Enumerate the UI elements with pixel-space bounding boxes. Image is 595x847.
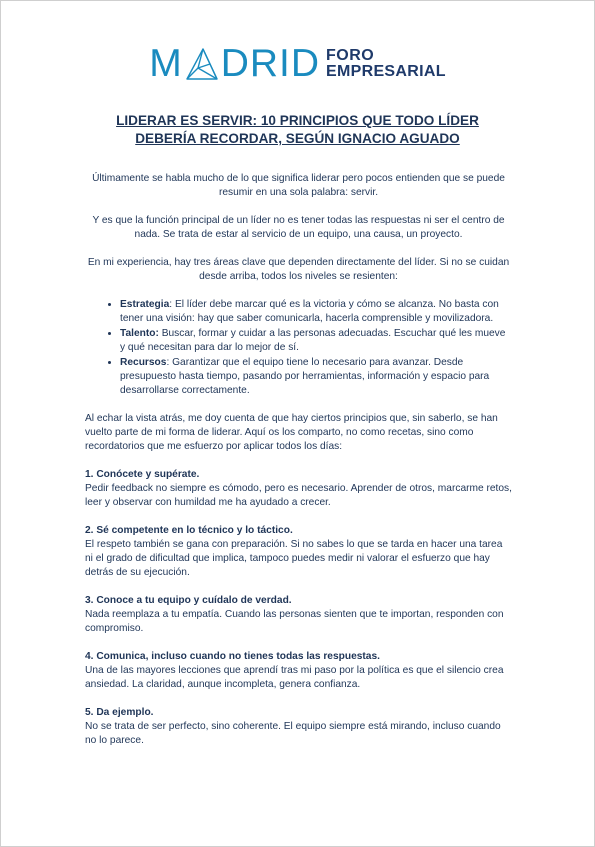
area-text: Buscar, formar y cuidar a las personas adecuadas. Escuchar qué les mueve y qué necesitan para dar lo mejor de sí. [120, 328, 506, 353]
area-term: Recursos [120, 357, 167, 368]
logo-foro-text: FORO [326, 46, 375, 64]
principle-heading: 1. Conócete y supérate. [85, 469, 200, 480]
logo-polygon-a-icon [184, 46, 220, 82]
principle-body: No se trata de ser perfecto, sino coherente. El equipo siempre está mirando, incluso cuando no lo parece. [85, 721, 501, 746]
principle-body: Nada reemplaza a tu empatía. Cuando las personas sienten que te importan, responden con compromiso. [85, 609, 504, 634]
document-body [85, 172, 512, 762]
area-term: Talento: [120, 328, 159, 339]
list-item-talento [120, 327, 512, 355]
intro-paragraph-1: Últimamente se habla mucho de lo que significa liderar pero pocos entienden que se puede resumir en una sola palabra: servir. [92, 173, 505, 198]
principle-1 [85, 468, 512, 510]
principle-4 [85, 650, 512, 692]
logo-foro-empresarial [326, 48, 446, 80]
logo-madrid-rest: DRID [220, 42, 321, 85]
principle-5 [85, 706, 512, 748]
principle-body: El respeto también se gana con preparación. Si no sabes lo que se tarda en hacer una tarea ni el grado de dificultad que implica, tampoco puedes medir ni valorar el esfuerzo que hay detrás de su ejecución. [85, 539, 503, 578]
area-term: Estrategia [120, 299, 170, 310]
area-separator: : [166, 357, 173, 368]
intro-paragraph-3: En mi experiencia, hay tres áreas clave que dependen directamente del líder. Si no se cuidan desde arriba, todos los niveles se resienten: [87, 257, 510, 282]
reflection-paragraph: Al echar la vista atrás, me doy cuenta de que hay ciertos principios que, sin saberlo, se han vuelto parte de mi forma de liderar. Aquí os los comparto, no como recetas, sino como recordatorios que me esfuerzo por aplicar todos los días: [85, 413, 498, 452]
principle-2 [85, 524, 512, 580]
principle-body: Una de las mayores lecciones que aprendí tras mi paso por la política es que el silencio crea ansiedad. La claridad, aunque incompleta, genera confianza. [85, 665, 504, 690]
principle-heading: 4. Comunica, incluso cuando no tienes todas las respuestas. [85, 651, 380, 662]
principle-heading: 5. Da ejemplo. [85, 707, 154, 718]
logo-madrid-wordmark [149, 44, 320, 83]
list-item-estrategia [120, 298, 512, 326]
principle-heading: 2. Sé competente en lo técnico y lo táctico. [85, 525, 293, 536]
list-item-recursos [120, 356, 512, 398]
logo-madrid-m: M [149, 42, 183, 85]
logo-empresarial-text: EMPRESARIAL [326, 62, 446, 80]
document-title: LIDERAR ES SERVIR: 10 PRINCIPIOS QUE TODO LÍDER DEBERÍA RECORDAR, SEGÚN IGNACIO AGUADO [116, 113, 479, 146]
foro-empresarial-logo [0, 44, 595, 83]
area-text: Garantizar que el equipo tiene lo necesario para avanzar. Desde presupuesto hasta tiempo, pasando por herramientas, información y espacio para desarrollarse correctamente. [120, 357, 490, 396]
principle-body: Pedir feedback no siempre es cómodo, pero es necesario. Aprender de otros, marcarme retos, leer y observar con humildad me ha ayudado a crecer. [85, 483, 512, 508]
principle-3 [85, 594, 512, 636]
area-separator: : [169, 299, 175, 310]
intro-paragraph-2: Y es que la función principal de un líder no es tener todas las respuestas ni ser el centro de nada. Se trata de estar al servicio de un equipo, una causa, un proyecto. [92, 215, 505, 240]
principle-heading: 3. Conoce a tu equipo y cuídalo de verdad. [85, 595, 292, 606]
key-areas-list [85, 298, 512, 398]
area-text: El líder debe marcar qué es la victoria y cómo se alcanza. No basta con tener una visión: hay que saber comunicarla, hacerla comprensible y movilizadora. [120, 299, 499, 324]
